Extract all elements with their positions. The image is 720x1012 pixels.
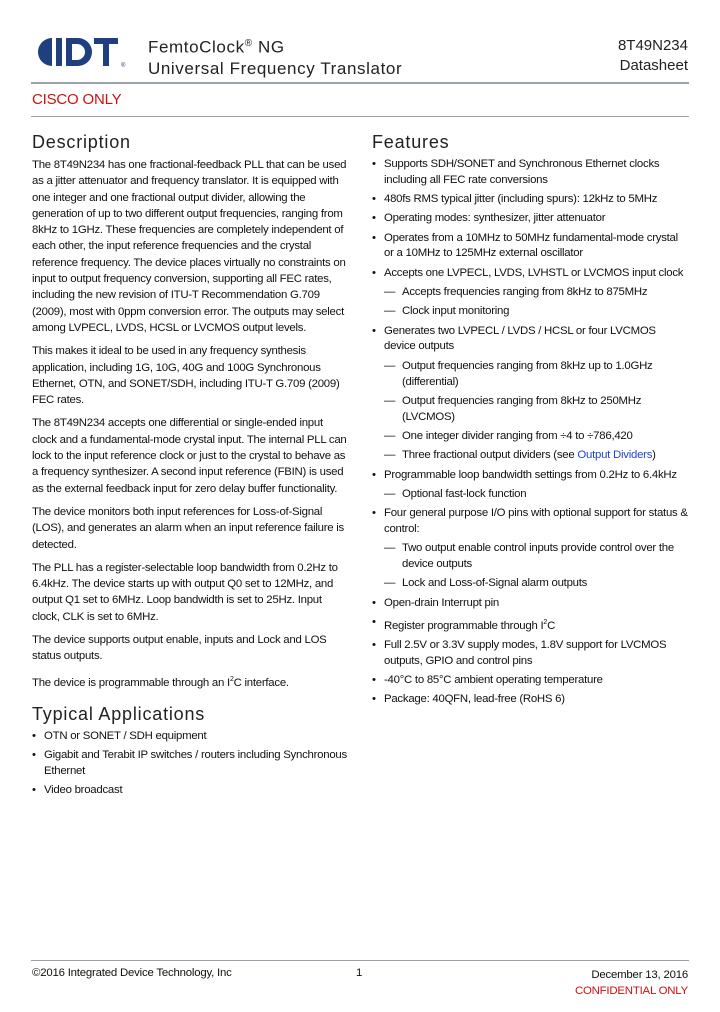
item-text: Four general purpose I/O pins with optional support for status & control: — [384, 507, 688, 535]
feature-item — [372, 615, 690, 635]
item-text: C — [547, 619, 556, 632]
doc-subtitle: Universal Frequency Translator — [148, 58, 403, 78]
sub-item — [384, 304, 690, 320]
description-heading: Description — [32, 132, 131, 152]
dash-icon: — — [384, 394, 396, 407]
bullet-icon: • — [372, 266, 376, 279]
dash-icon: — — [384, 542, 396, 555]
item-text: Open-drain Interrupt pin — [384, 596, 499, 609]
feature-item — [372, 324, 690, 464]
item-text: Output frequencies ranging from 8kHz to 250MHz (LVCMOS) — [402, 394, 642, 423]
bullet-icon: • — [372, 468, 376, 481]
item-text: Register programmable through I — [384, 619, 544, 632]
right-column — [372, 131, 690, 712]
superscript: 2 — [229, 675, 234, 683]
cisco-label: CISCO ONLY — [32, 91, 122, 108]
feature-item — [372, 157, 690, 189]
item-text: Three fractional output dividers (see — [402, 449, 578, 462]
sub-list — [384, 285, 690, 320]
bullet-icon: • — [372, 193, 376, 206]
footer-date: December 13, 2016 — [591, 969, 688, 981]
sub-item — [384, 576, 690, 592]
list-item — [32, 729, 350, 745]
item-text: Optional fast-lock function — [402, 487, 527, 500]
output-dividers-link[interactable]: Output Dividers — [577, 449, 653, 462]
bullet-icon: • — [372, 324, 376, 337]
footer-copyright: ©2016 Integrated Device Technology, Inc — [32, 967, 232, 979]
item-text: Gigabit and Terabit IP switches / routers including Synchronous Ethernet — [44, 749, 347, 777]
item-text: Full 2.5V or 3.3V supply modes, 1.8V support for LVCMOS outputs, GPIO and control pins — [384, 639, 667, 667]
page-number: 1 — [356, 967, 363, 979]
superscript: 2 — [543, 618, 548, 626]
description-paragraph: The 8T49N234 has one fractional-feedback PLL that can be used as a jitter attenuator and frequency translator. It is equipped with one integer and one fractional output divider, allowing the generation of up to two different output frequencies, ranging from 8kHz to 1GHz. These frequencies are completely independent of each other, the input reference frequencies and the crystal reference frequency. The device places virtually no constraints on input to output frequency conversion, supporting all FEC rates, including the new revision of ITU-T Recommendation G.709 (2009), most with 0ppm conversion error. The outputs may select among LVPECL, LVDS, HCSL or LVCMOS output levels. — [32, 159, 347, 334]
sub-item — [384, 448, 690, 464]
item-text: Operates from a 10MHz to 50MHz fundamental-mode crystal or a 10MHz to 125MHz external oscillator — [384, 231, 678, 260]
feature-item — [372, 673, 690, 689]
description-paragraph — [32, 672, 350, 691]
dash-icon: — — [384, 429, 396, 442]
list-item — [32, 748, 350, 780]
sub-item — [384, 359, 690, 391]
idt-logo — [34, 35, 134, 69]
sub-list — [384, 359, 690, 464]
item-text: Clock input monitoring — [402, 305, 510, 318]
sub-item — [384, 541, 690, 573]
doc-type: Datasheet — [619, 57, 688, 74]
item-text: Two output enable control inputs provide control over the device outputs — [402, 542, 674, 571]
dash-icon: — — [384, 305, 396, 318]
bullet-icon: • — [372, 674, 376, 687]
applications-list — [32, 729, 350, 799]
feature-item — [372, 506, 690, 592]
bullet-icon: • — [372, 639, 376, 652]
text-run: The device is programmable through an I — [32, 676, 230, 689]
item-text: Lock and Loss-of-Signal alarm outputs — [402, 577, 588, 590]
sub-list — [384, 541, 690, 592]
sub-list — [384, 487, 690, 503]
sub-item — [384, 487, 690, 503]
feature-item — [372, 638, 690, 670]
item-text: Operating modes: synthesizer, jitter attenuator — [384, 212, 606, 225]
confidential-label: CONFIDENTIAL ONLY — [574, 985, 688, 997]
dash-icon: — — [384, 487, 396, 500]
header-rule — [31, 82, 689, 84]
description-paragraph: The PLL has a register-selectable loop bandwidth from 0.2Hz to 6.4kHz. The device starts up with output Q0 set to 12MHz, and output Q1 set to 6MHz. Loop bandwidth is set to 25Hz. Input clock, CLK is set to 6MHz. — [32, 561, 338, 623]
part-number: 8T49N234 — [617, 37, 688, 54]
item-text: OTN or SONET / SDH equipment — [44, 729, 207, 742]
product-line: FemtoClock — [148, 37, 245, 57]
item-text: One integer divider ranging from ÷4 to ÷786,420 — [402, 429, 633, 442]
item-text: -40°C to 85°C ambient operating temperature — [384, 674, 603, 687]
section-rule — [31, 116, 689, 117]
left-column — [32, 131, 350, 802]
bullet-icon: • — [372, 693, 376, 706]
bullet-icon: • — [372, 615, 376, 628]
dash-icon: — — [384, 449, 396, 462]
sub-item — [384, 429, 690, 445]
item-text: 480fs RMS typical jitter (including spurs): 12kHz to 5MHz — [384, 193, 658, 206]
item-text: Output frequencies ranging from 8kHz up to 1.0GHz (differential) — [402, 359, 653, 388]
bullet-icon: • — [372, 231, 376, 244]
feature-item — [372, 231, 690, 263]
item-text: Video broadcast — [44, 784, 123, 797]
bullet-icon: • — [372, 212, 376, 225]
description-paragraph: This makes it ideal to be used in any frequency synthesis application, including 1G, 10G, 40G and 100G Synchronous Ethernet, OTN, and SONET/SDH, including ITU-T G.709 (2009) FEC rates. — [32, 345, 340, 407]
item-text: Supports SDH/SONET and Synchronous Ethernet clocks including all FEC rate conversions — [384, 158, 660, 186]
item-text: Accepts frequencies ranging from 8kHz to 875MHz — [402, 286, 648, 299]
feature-item — [372, 468, 690, 503]
bullet-icon: • — [32, 784, 36, 797]
product-suffix: NG — [252, 37, 285, 57]
feature-item — [372, 596, 690, 612]
feature-item — [372, 692, 690, 708]
description-paragraph: The device monitors both input references for Loss-of-Signal (LOS), and generates an alarm when an input reference failure is detected. — [32, 505, 344, 551]
description-paragraph: The device supports output enable, inputs and Lock and LOS status outputs. — [32, 634, 327, 663]
bullet-icon: • — [372, 507, 376, 520]
sub-item — [384, 394, 690, 426]
item-text: Generates two LVPECL / LVDS / HCSL or four LVCMOS device outputs — [384, 324, 656, 353]
header-right — [618, 36, 688, 76]
svg-text:®: ® — [121, 63, 126, 69]
bullet-icon: • — [32, 749, 36, 761]
item-text: ) — [652, 449, 656, 462]
text-run: C interface. — [233, 676, 289, 689]
item-text: Accepts one LVPECL, LVDS, LVHSTL or LVCMOS input clock — [384, 266, 684, 279]
feature-item — [372, 211, 690, 227]
bullet-icon: • — [372, 596, 376, 609]
header-title — [148, 33, 402, 79]
footer-rule — [31, 960, 689, 961]
item-text: Programmable loop bandwidth settings from 0.2Hz to 6.4kHz — [384, 468, 677, 481]
features-list — [372, 157, 690, 708]
footer-right — [575, 967, 688, 999]
description-paragraph: The 8T49N234 accepts one differential or single-ended input clock and a fundamental-mode crystal input. The internal PLL can lock to the input reference clock or just to the crystal to behave as a frequency synthesizer. A second input reference (FBIN) is used as the external feedback input for zero delay buffer functionality. — [32, 417, 347, 495]
applications-heading: Typical Applications — [32, 703, 206, 724]
features-heading: Features — [372, 132, 450, 152]
sub-item — [384, 285, 690, 301]
item-text: Package: 40QFN, lead-free (RoHS 6) — [384, 693, 565, 706]
dash-icon: — — [384, 286, 396, 299]
feature-item — [372, 266, 690, 320]
feature-item — [372, 192, 690, 208]
list-item — [32, 783, 350, 799]
bullet-icon: • — [372, 158, 376, 170]
dash-icon: — — [384, 577, 396, 590]
registered-mark: ® — [244, 38, 253, 49]
dash-icon: — — [384, 359, 396, 372]
bullet-icon: • — [32, 729, 36, 742]
